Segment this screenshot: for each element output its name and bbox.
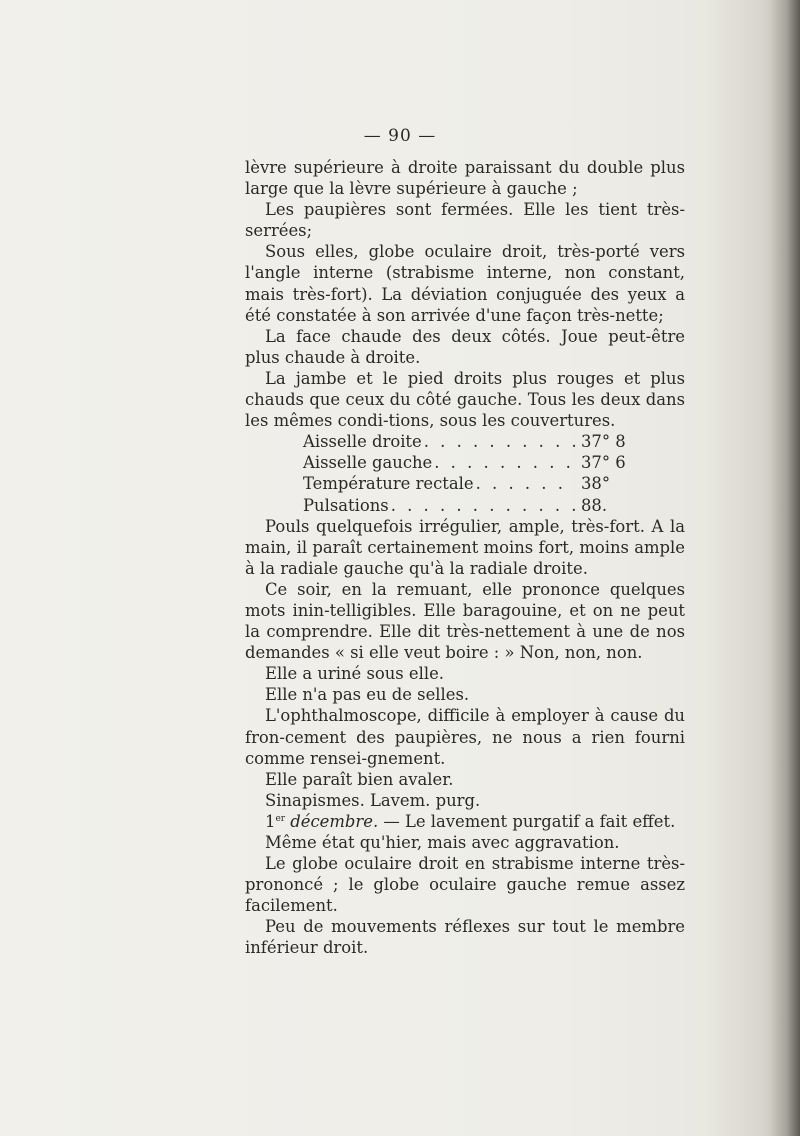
measurement-label: Aisselle gauche [303,453,433,473]
paragraph-6: Pouls quelquefois irrégulier, ample, très-fort. A la main, il paraît certainement moins fort, moins ample à la radiale gauche qu'à la radiale droite. [245,516,685,578]
measurement-row [303,473,623,494]
measurement-label: Pulsations [303,495,389,515]
measurement-label: Température rectale [303,474,474,494]
leader-dots [422,431,575,452]
measurement-row [303,431,626,452]
leader-dots [389,495,575,516]
paragraph-3: Sous elles, globe oculaire droit, très-porté vers l'angle interne (strabisme interne, non constant, mais très-fort). La déviation conjuguée des yeux a été constatée à son arrivée d'une façon très-nette; [245,242,685,325]
leader-dots [474,473,575,494]
page-number-header: — 90 — [363,126,437,146]
paragraph-7: Ce soir, en la remuant, elle prononce quelques mots inin-telligibles. Elle baragouine, et on ne peut la comprendre. Elle dit très-nettement à une de nos demandes « si elle veut boire : » Non, non, non. [245,579,685,663]
paragraph-4: La face chaude des deux côtés. Joue peut-être plus chaude à droite. [245,326,685,367]
paragraph-13-text: — Le lavement purgatif a fait effet. [383,811,676,831]
paragraph-15: Le globe oculaire droit en strabisme interne très-prononcé ; le globe oculaire gauche remue assez facilement. [245,854,685,916]
measurement-label: Aisselle droite [303,432,422,452]
date-ordinal: er [275,813,286,824]
paragraph-11: Elle paraît bien avaler. [265,769,454,789]
paragraph-14: Même état qu'hier, mais avec aggravation. [265,833,620,852]
measurement-value: 38° [581,474,611,494]
leader-dots [432,452,575,473]
measurement-value: 37° 6 [581,453,626,473]
paragraph-16: Peu de mouvements réflexes sur tout le membre inférieur droit. [245,917,685,958]
measurement-value: 37° 8 [581,432,626,452]
paragraph-2: Les paupières sont fermées. Elle les tient très-serrées; [245,200,685,241]
measurement-value: 88. [581,495,608,515]
paragraph-1: lèvre supérieure à droite paraissant du double plus large que la lèvre supérieure à gauche ; [245,158,685,199]
page-edge-shadow [770,0,800,1136]
measurement-row [303,495,623,516]
body-text [245,157,685,959]
paragraph-9: Elle n'a pas eu de selles. [265,685,470,705]
paragraph-10: L'ophthalmoscope, difficile à employer à cause du fron-cement des paupières, ne nous a rien fourni comme rensei-gnement. [245,706,685,768]
paragraph-8: Elle a uriné sous elle. [265,664,444,684]
date-day: 1 [265,811,276,831]
paragraph-5: La jambe et le pied droits plus rouges et plus chauds que ceux du côté gauche. Tous les deux dans les mêmes condi-tions, sous les couvertures. [245,368,685,431]
date-month: décembre. [290,811,379,831]
paragraph-13 [245,811,685,832]
measurement-row [303,452,626,473]
paragraph-12: Sinapismes. Lavem. purg. [265,790,481,810]
